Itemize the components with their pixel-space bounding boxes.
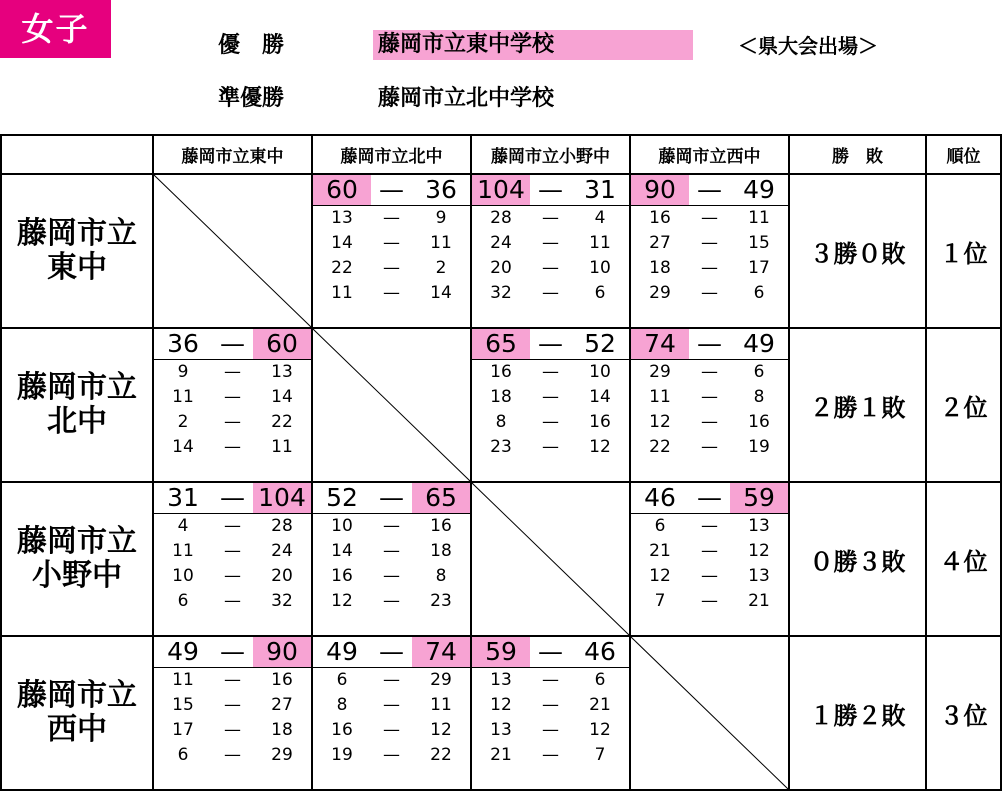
runner-up-name: 藤岡市立北中学校 [378, 86, 555, 111]
score-right: 49 [743, 329, 775, 358]
period-dash: — [542, 258, 559, 278]
team-row [1, 636, 1001, 790]
team-name-line1: 藤岡市立 [17, 216, 137, 251]
period-right: 14 [589, 387, 611, 407]
period-dash: — [383, 258, 400, 278]
period-score [154, 718, 311, 743]
period-dash: — [701, 412, 718, 432]
period-right: 6 [594, 283, 606, 303]
period-right: 12 [589, 720, 611, 740]
period-dash: — [383, 516, 400, 536]
score-left: 49 [326, 637, 358, 666]
score-right: 65 [412, 483, 470, 513]
period-score [472, 435, 629, 460]
period-score [631, 360, 788, 385]
period-dash: — [701, 362, 718, 382]
score-left: 90 [631, 175, 689, 205]
period-dash: — [224, 362, 241, 382]
score-left: 59 [472, 637, 530, 667]
diagonal-line [472, 483, 629, 635]
period-right: 8 [753, 387, 765, 407]
period-left: 12 [649, 412, 671, 432]
period-right: 6 [753, 283, 765, 303]
score-left: 49 [167, 637, 199, 666]
period-score [154, 385, 311, 410]
period-dash: — [383, 695, 400, 715]
period-dash: — [542, 670, 559, 690]
period-dash: — [542, 233, 559, 253]
team-name-line2: 東中 [47, 250, 107, 285]
record-header: 勝 敗 [789, 135, 926, 174]
period-dash: — [224, 437, 241, 457]
period-right: 16 [430, 516, 452, 536]
period-score [631, 564, 788, 589]
self-match-cell [312, 328, 471, 482]
period-left: 16 [331, 720, 353, 740]
period-left: 14 [172, 437, 194, 457]
period-score [313, 539, 470, 564]
period-dash: — [383, 566, 400, 586]
period-score [631, 514, 788, 539]
column-header: 藤岡市立小野中 [471, 135, 630, 174]
team-name-line1: 藤岡市立 [17, 370, 137, 405]
score-right: 90 [253, 637, 311, 667]
match-cell [630, 482, 789, 636]
period-dash: — [224, 516, 241, 536]
team-name [1, 328, 153, 482]
period-dash: — [383, 720, 400, 740]
period-left: 11 [649, 387, 671, 407]
self-match-cell [153, 174, 312, 328]
match-cell [630, 328, 789, 482]
match-cell [471, 328, 630, 482]
diagonal-line [313, 329, 470, 481]
period-left: 6 [177, 591, 189, 611]
period-left: 23 [490, 437, 512, 457]
period-dash: — [701, 283, 718, 303]
period-dash: — [701, 541, 718, 561]
period-dash: — [542, 437, 559, 457]
match-score [313, 483, 470, 514]
period-left: 8 [495, 412, 507, 432]
win-loss-record: ３勝０敗 [789, 174, 926, 328]
period-right: 2 [435, 258, 447, 278]
period-dash: — [701, 566, 718, 586]
period-score [472, 718, 629, 743]
period-dash: — [224, 412, 241, 432]
score-left: 52 [326, 483, 358, 512]
period-dash: — [701, 591, 718, 611]
match-score [154, 329, 311, 360]
period-left: 12 [331, 591, 353, 611]
period-dash: — [542, 412, 559, 432]
score-right: 74 [412, 637, 470, 667]
period-score [472, 256, 629, 281]
period-right: 12 [589, 437, 611, 457]
period-left: 6 [336, 670, 348, 690]
team-row [1, 482, 1001, 636]
score-right: 104 [253, 483, 311, 513]
score-left: 65 [472, 329, 530, 359]
period-right: 6 [594, 670, 606, 690]
period-left: 21 [649, 541, 671, 561]
period-score [472, 360, 629, 385]
period-left: 32 [490, 283, 512, 303]
results-table [0, 134, 1002, 791]
period-left: 14 [331, 233, 353, 253]
score-right: 31 [584, 175, 616, 204]
period-score [313, 514, 470, 539]
period-left: 12 [649, 566, 671, 586]
win-loss-record: ０勝３敗 [789, 482, 926, 636]
period-score [313, 206, 470, 231]
period-dash: — [542, 695, 559, 715]
period-dash: — [701, 437, 718, 457]
match-cell [630, 174, 789, 328]
period-score [313, 743, 470, 768]
period-right: 11 [748, 208, 770, 228]
column-header: 藤岡市立東中 [153, 135, 312, 174]
score-right: 46 [584, 637, 616, 666]
period-right: 16 [271, 670, 293, 690]
diagonal-line [631, 637, 788, 789]
period-right: 22 [430, 745, 452, 765]
period-right: 13 [748, 516, 770, 536]
period-dash: — [542, 387, 559, 407]
period-score [313, 231, 470, 256]
period-right: 18 [271, 720, 293, 740]
team-name [1, 636, 153, 790]
period-dash: — [542, 745, 559, 765]
period-dash: — [224, 387, 241, 407]
period-right: 19 [748, 437, 770, 457]
period-score [154, 514, 311, 539]
score-right: 36 [425, 175, 457, 204]
score-left: 60 [313, 175, 371, 205]
period-score [154, 435, 311, 460]
match-cell [153, 482, 312, 636]
match-score [154, 483, 311, 514]
period-dash: — [383, 541, 400, 561]
self-match-cell [471, 482, 630, 636]
period-dash: — [383, 283, 400, 303]
match-score [631, 483, 788, 514]
period-right: 28 [271, 516, 293, 536]
period-right: 21 [748, 591, 770, 611]
period-dash: — [701, 516, 718, 536]
period-left: 15 [172, 695, 194, 715]
period-score [631, 281, 788, 306]
match-score [472, 637, 629, 668]
period-dash: — [224, 695, 241, 715]
period-score [313, 589, 470, 614]
period-dash: — [701, 258, 718, 278]
period-left: 18 [490, 387, 512, 407]
team-name [1, 174, 153, 328]
score-dash: — [220, 329, 245, 358]
score-left: 31 [167, 483, 199, 512]
score-dash: — [379, 175, 404, 204]
rank-header: 順位 [926, 135, 1001, 174]
period-score [631, 385, 788, 410]
score-left: 46 [644, 483, 676, 512]
period-score [472, 281, 629, 306]
match-cell [471, 174, 630, 328]
period-score [154, 539, 311, 564]
period-left: 7 [654, 591, 666, 611]
period-right: 8 [435, 566, 447, 586]
match-score [313, 175, 470, 206]
period-left: 18 [649, 258, 671, 278]
period-left: 19 [331, 745, 353, 765]
period-left: 12 [490, 695, 512, 715]
period-right: 16 [748, 412, 770, 432]
period-dash: — [701, 233, 718, 253]
self-match-cell [630, 636, 789, 790]
period-right: 21 [589, 695, 611, 715]
match-score [472, 329, 629, 360]
period-left: 16 [649, 208, 671, 228]
period-left: 10 [331, 516, 353, 536]
period-right: 10 [589, 362, 611, 382]
team-name-line1: 藤岡市立 [17, 678, 137, 713]
period-score [154, 564, 311, 589]
period-left: 17 [172, 720, 194, 740]
period-left: 14 [331, 541, 353, 561]
winner-name: 藤岡市立東中学校 [378, 32, 555, 57]
period-score [154, 360, 311, 385]
period-score [472, 206, 629, 231]
team-row [1, 174, 1001, 328]
runner-up-label: 準優勝 [218, 86, 285, 111]
match-cell [153, 328, 312, 482]
team-name-line1: 藤岡市立 [17, 524, 137, 559]
period-left: 13 [490, 670, 512, 690]
period-right: 11 [271, 437, 293, 457]
period-score [631, 589, 788, 614]
team-name-line2: 小野中 [32, 558, 122, 593]
score-right: 49 [743, 175, 775, 204]
period-dash: — [542, 283, 559, 303]
period-dash: — [224, 541, 241, 561]
period-score [472, 668, 629, 693]
match-score [631, 329, 788, 360]
winner-note: ＜県大会出場＞ [738, 34, 878, 58]
period-score [631, 435, 788, 460]
period-left: 11 [172, 541, 194, 561]
period-right: 13 [748, 566, 770, 586]
score-right: 59 [730, 483, 788, 513]
winner-label: 優 勝 [218, 33, 285, 58]
period-dash: — [383, 745, 400, 765]
score-left: 36 [167, 329, 199, 358]
match-score [472, 175, 629, 206]
team-name [1, 482, 153, 636]
period-score [313, 564, 470, 589]
period-score [631, 410, 788, 435]
period-right: 11 [430, 233, 452, 253]
rank: ４位 [926, 482, 1001, 636]
period-left: 8 [336, 695, 348, 715]
period-score [154, 693, 311, 718]
score-left: 74 [631, 329, 689, 359]
period-dash: — [224, 745, 241, 765]
score-dash: — [538, 637, 563, 666]
period-score [313, 693, 470, 718]
period-right: 32 [271, 591, 293, 611]
period-right: 12 [748, 541, 770, 561]
period-right: 14 [271, 387, 293, 407]
period-dash: — [701, 387, 718, 407]
score-dash: — [538, 175, 563, 204]
period-score [631, 231, 788, 256]
period-right: 14 [430, 283, 452, 303]
period-left: 29 [649, 283, 671, 303]
match-score [631, 175, 788, 206]
period-left: 13 [490, 720, 512, 740]
period-left: 16 [490, 362, 512, 382]
period-left: 2 [177, 412, 189, 432]
period-left: 22 [649, 437, 671, 457]
score-right: 52 [584, 329, 616, 358]
score-left: 104 [472, 175, 530, 205]
period-right: 6 [753, 362, 765, 382]
period-dash: — [383, 670, 400, 690]
score-dash: — [379, 483, 404, 512]
period-score [154, 743, 311, 768]
period-left: 13 [331, 208, 353, 228]
score-dash: — [697, 329, 722, 358]
period-right: 29 [271, 745, 293, 765]
period-right: 22 [271, 412, 293, 432]
period-left: 6 [177, 745, 189, 765]
diagonal-line [154, 175, 311, 327]
match-cell [312, 174, 471, 328]
period-left: 11 [172, 387, 194, 407]
score-dash: — [379, 637, 404, 666]
period-score [154, 668, 311, 693]
period-left: 6 [654, 516, 666, 536]
period-right: 4 [594, 208, 606, 228]
period-left: 20 [490, 258, 512, 278]
period-score [631, 256, 788, 281]
match-score [154, 637, 311, 668]
period-right: 11 [589, 233, 611, 253]
category-badge: 女子 [0, 0, 111, 58]
period-left: 29 [649, 362, 671, 382]
period-right: 15 [748, 233, 770, 253]
period-left: 16 [331, 566, 353, 586]
corner-cell [1, 135, 153, 174]
period-right: 16 [589, 412, 611, 432]
period-dash: — [542, 720, 559, 740]
rank: ２位 [926, 328, 1001, 482]
period-left: 9 [177, 362, 189, 382]
period-score [313, 281, 470, 306]
column-header: 藤岡市立西中 [630, 135, 789, 174]
period-dash: — [383, 233, 400, 253]
period-dash: — [224, 566, 241, 586]
period-right: 13 [271, 362, 293, 382]
score-dash: — [697, 483, 722, 512]
period-score [472, 743, 629, 768]
period-score [472, 410, 629, 435]
period-right: 18 [430, 541, 452, 561]
period-dash: — [542, 208, 559, 228]
period-score [472, 693, 629, 718]
period-right: 10 [589, 258, 611, 278]
period-score [313, 256, 470, 281]
match-score [313, 637, 470, 668]
team-row [1, 328, 1001, 482]
period-dash: — [224, 720, 241, 740]
score-dash: — [697, 175, 722, 204]
period-score [154, 410, 311, 435]
period-left: 21 [490, 745, 512, 765]
period-right: 17 [748, 258, 770, 278]
period-right: 9 [435, 208, 447, 228]
rank: １位 [926, 174, 1001, 328]
team-name-line2: 西中 [47, 712, 107, 747]
period-dash: — [542, 362, 559, 382]
period-left: 4 [177, 516, 189, 536]
period-left: 27 [649, 233, 671, 253]
period-dash: — [224, 670, 241, 690]
period-left: 10 [172, 566, 194, 586]
period-right: 7 [594, 745, 606, 765]
column-header: 藤岡市立北中 [312, 135, 471, 174]
period-score [631, 206, 788, 231]
period-right: 12 [430, 720, 452, 740]
period-left: 11 [172, 670, 194, 690]
score-dash: — [538, 329, 563, 358]
period-right: 23 [430, 591, 452, 611]
period-score [313, 668, 470, 693]
period-left: 24 [490, 233, 512, 253]
period-left: 28 [490, 208, 512, 228]
score-right: 60 [253, 329, 311, 359]
period-right: 20 [271, 566, 293, 586]
match-cell [312, 482, 471, 636]
period-right: 27 [271, 695, 293, 715]
period-score [154, 589, 311, 614]
period-left: 22 [331, 258, 353, 278]
score-dash: — [220, 637, 245, 666]
match-cell [153, 636, 312, 790]
period-dash: — [383, 208, 400, 228]
win-loss-record: ２勝１敗 [789, 328, 926, 482]
match-cell [471, 636, 630, 790]
win-loss-record: １勝２敗 [789, 636, 926, 790]
match-cell [312, 636, 471, 790]
period-left: 11 [331, 283, 353, 303]
score-dash: — [220, 483, 245, 512]
period-dash: — [383, 591, 400, 611]
period-dash: — [224, 591, 241, 611]
period-right: 29 [430, 670, 452, 690]
period-score [313, 718, 470, 743]
period-right: 24 [271, 541, 293, 561]
rank: ３位 [926, 636, 1001, 790]
period-score [472, 385, 629, 410]
header-row [1, 135, 1001, 174]
period-score [472, 231, 629, 256]
team-name-line2: 北中 [47, 404, 107, 439]
period-dash: — [701, 208, 718, 228]
period-right: 11 [430, 695, 452, 715]
period-score [631, 539, 788, 564]
